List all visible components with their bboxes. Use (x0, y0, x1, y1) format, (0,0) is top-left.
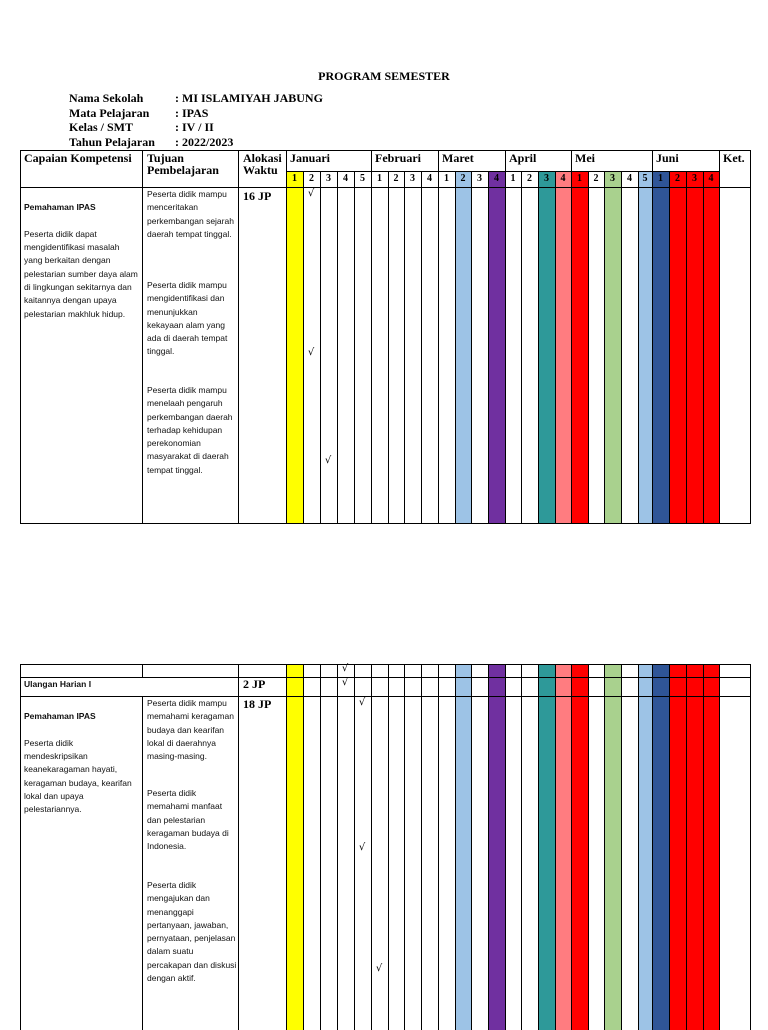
week-number: 3 (326, 173, 331, 184)
month-header-januari: Januari (290, 151, 331, 165)
week-color-fill (555, 664, 571, 1030)
grid-line (337, 664, 338, 1030)
grid-line (404, 664, 405, 1030)
capaian-title: Pemahaman IPAS (24, 711, 96, 722)
grid-line (638, 664, 639, 1030)
grid-line (388, 664, 389, 1030)
grid-line (719, 664, 720, 1030)
tujuan-item-1: Peserta didik mampu menceritakan perkembangan sejarah daerah tempat tinggal. (147, 189, 234, 239)
info-value: : 2022/2023 (175, 134, 234, 149)
week-number: 5 (642, 173, 648, 184)
grid-line (686, 664, 687, 1030)
week-number: 1 (577, 173, 582, 184)
tujuan-item-2: Peserta didik mampu mengidentifikasi dan menunjukkan kekayaan alam yang ada di daerah tempat tinggal. (147, 280, 228, 357)
grid-line (669, 664, 670, 1030)
grid-line (455, 664, 456, 1030)
week-number: 4 (627, 173, 632, 184)
tujuan-item-3: Peserta didik mampu menelaah pengaruh perkembangan daerah terhadap kehidupan perekonomian masyarakat di daerah tempat tinggal. (147, 385, 233, 475)
week-number: 3 (410, 173, 415, 184)
week-number: 1 (510, 173, 516, 184)
week-number: 2 (460, 173, 466, 184)
info-value: : MI ISLAMIYAH JABUNG (175, 91, 323, 105)
grid-line (20, 677, 750, 678)
ulangan-alokasi: 2 JP (243, 677, 266, 691)
grid-line (621, 664, 622, 1030)
grid-line (652, 664, 653, 1030)
header-alokasi: Alokasi Waktu (243, 151, 282, 177)
week-number: 4 (708, 173, 714, 184)
week-color-fill (703, 664, 719, 1030)
grid-line (421, 664, 422, 1030)
grid-line (142, 664, 143, 677)
check-mark: √ (358, 697, 366, 708)
week-number: 1 (292, 173, 297, 184)
grid-line (521, 664, 522, 1030)
grid-line (538, 664, 539, 1030)
grid-line (488, 664, 489, 1030)
week-color-fill (638, 664, 652, 1030)
week-number: 3 (477, 173, 482, 184)
check-mark: √ (307, 347, 315, 358)
week-number: 3 (610, 173, 615, 184)
grid-line (371, 664, 372, 1030)
week-number: 4 (560, 173, 566, 184)
grid-line (238, 664, 239, 1030)
week-number: 3 (544, 173, 549, 184)
week-number: 1 (377, 173, 382, 184)
month-header-maret: Maret (442, 151, 474, 165)
grid-line (471, 664, 472, 1030)
ulangan-label: Ulangan Harian I (24, 679, 92, 689)
week-number: 1 (444, 173, 449, 184)
header-tujuan: Tujuan Pembelajaran (147, 151, 219, 177)
week-color-fill (669, 664, 686, 1030)
tujuan-item-3: Peserta didik mengajukan dan menanggapi pertanyaan, jawaban, pernyataan, penjelasan dalam suatu percakapan dan diskusi dengan aktif. (147, 880, 237, 984)
grid-line (320, 664, 321, 1030)
grid-line (286, 664, 287, 1030)
alokasi-value: 16 JP (243, 189, 272, 203)
grid-line (438, 664, 439, 1030)
check-mark: √ (341, 663, 349, 674)
grid-line (604, 664, 605, 1030)
week-number: 2 (527, 173, 532, 184)
grid-line (505, 664, 506, 1030)
check-mark: √ (375, 963, 383, 974)
week-color-fill (652, 664, 669, 1030)
capaian-text: Peserta didik mendeskripsikan keanekaragaman hayati, keragaman budaya, kearifan lokal dan upaya pelestariannya. (24, 737, 132, 815)
month-header-juni: Juni (656, 151, 679, 165)
week-number: 5 (360, 173, 365, 184)
header-keterangan: Ket. (723, 151, 745, 165)
week-color-fill (686, 664, 703, 1030)
info-value: : IPAS (175, 105, 209, 120)
info-label: Nama Sekolah (69, 91, 144, 105)
grid-line (571, 664, 572, 1030)
check-mark: √ (341, 677, 349, 688)
week-number: 4 (343, 173, 348, 184)
document-title: PROGRAM SEMESTER (318, 69, 450, 83)
grid-line (303, 664, 304, 1030)
week-color-fill (604, 664, 621, 1030)
week-number: 3 (692, 173, 697, 184)
check-mark: √ (324, 455, 332, 466)
check-mark: √ (307, 188, 315, 199)
tujuan-item-2: Peserta didik memahami manfaat dan pelestarian keragaman budaya di Indonesia. (147, 788, 229, 852)
week-color-fill (538, 664, 555, 1030)
header-capaian: Capaian Kompetensi (24, 151, 132, 165)
month-header-april: April (509, 151, 537, 165)
info-value: : IV / II (175, 120, 214, 134)
month-header-mei: Mei (575, 151, 595, 165)
check-mark: √ (358, 842, 366, 853)
week-color-fill (286, 664, 303, 1030)
capaian-cell (24, 697, 138, 817)
grid-line (20, 664, 750, 665)
week-color-fill (455, 664, 471, 1030)
grid-line (20, 664, 21, 1030)
week-color-fill (571, 664, 588, 1030)
week-number: 2 (393, 173, 399, 184)
week-number: 4 (494, 173, 499, 184)
month-header-februari: Februari (375, 151, 421, 165)
capaian-title: Pemahaman IPAS (24, 202, 96, 213)
grid-line (555, 664, 556, 1030)
grid-line (142, 696, 143, 1030)
info-label: Tahun Pelajaran (69, 134, 155, 149)
grid-line (750, 664, 751, 1030)
grid-line (703, 664, 704, 1030)
week-number: 2 (675, 173, 680, 184)
week-number: 1 (658, 173, 663, 184)
capaian-text: Peserta didik dapat mengidentifikasi masalah yang berkaitan dengan pelestarian sumber daya alam di lingkungan sekitarnya dan kaitannya dengan upaya pelestarian makhluk hidup. (24, 228, 138, 319)
info-label: Mata Pelajaran (69, 105, 150, 120)
grid-line (588, 664, 589, 1030)
tujuan-item-1: Peserta didik mampu memahami keragaman budaya dan kearifan lokal di daerahnya masing-masing. (147, 698, 234, 762)
info-label: Kelas / SMT (69, 120, 134, 134)
week-number: 2 (309, 173, 314, 184)
week-number: 4 (427, 173, 432, 184)
week-number: 2 (593, 173, 599, 184)
week-color-fill (488, 664, 505, 1030)
alokasi-value: 18 JP (243, 697, 272, 711)
